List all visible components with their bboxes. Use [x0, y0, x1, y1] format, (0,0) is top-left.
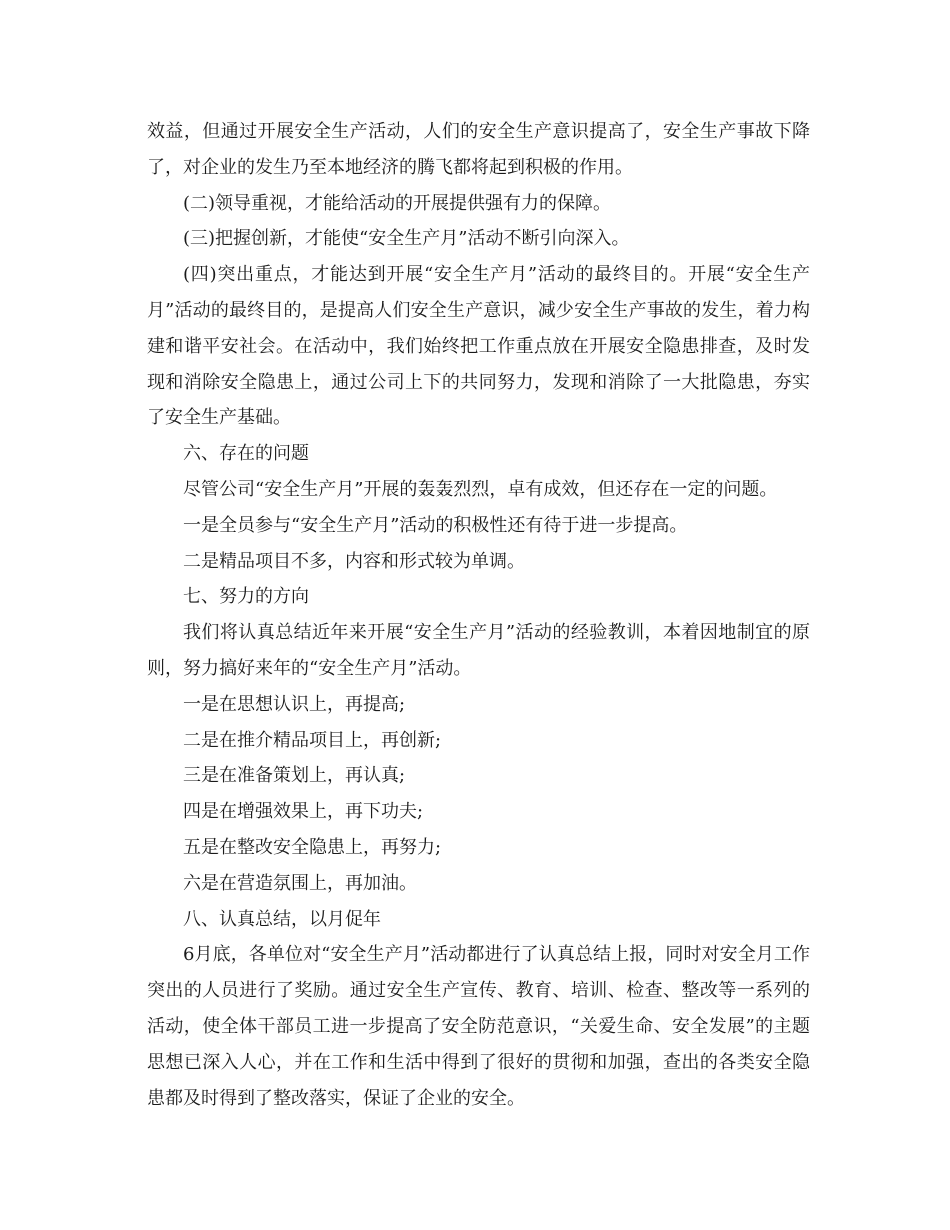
section-heading-8: 八、认真总结，以月促年 — [183, 908, 381, 930]
paragraph-6: 尽管公司“安全生产月”开展的轰轰烈烈，卓有成效，但还存在一定的问题。 — [183, 478, 778, 500]
paragraph-7: 一是全员参与“安全生产月”活动的积极性还有待于进一步提高。 — [183, 514, 688, 536]
paragraph-10: 我们将认真总结近年来开展“安全生产月”活动的经验教训，本着因地制宜的原则，努力搞好来年的“安全生产月”活动。 — [147, 622, 810, 679]
paragraph-4: (四)突出重点，才能达到开展“安全生产月”活动的最终目的。开展“安全生产月”活动的最终目的，是提高人们安全生产意识，减少安全生产事故的发生，着力构建和谐平安社会。在活动中，我们始终把工作重点放在开展安全隐患排查，及时发现和消除安全隐患上，通过公司上下的共同努力，发现和消除了一大批隐患，夯实了安全生产基础。 — [147, 264, 810, 429]
paragraph-3: (三)把握创新，才能使“安全生产月”活动不断引向深入。 — [183, 228, 630, 250]
list-item-3: 三是在准备策划上，再认真; — [183, 765, 406, 787]
list-item-1: 一是在思想认识上，再提高; — [183, 693, 406, 715]
paragraph-8: 二是精品项目不多，内容和形式较为单调。 — [183, 550, 525, 572]
section-heading-6: 六、存在的问题 — [183, 443, 309, 465]
paragraph-1: 效益，但通过开展安全生产活动，人们的安全生产意识提高了，安全生产事故下降了，对企业的发生乃至本地经济的腾飞都将起到积极的作用。 — [147, 121, 810, 178]
list-item-6: 六是在营造氛围上，再加油。 — [183, 872, 417, 894]
list-item-4: 四是在增强效果上，再下功夫; — [183, 801, 424, 823]
list-item-2: 二是在推介精品项目上，再创新; — [183, 729, 442, 751]
document-body — [147, 114, 810, 1116]
list-item-5: 五是在整改安全隐患上，再努力; — [183, 836, 442, 858]
paragraph-2: (二)领导重视，才能给活动的开展提供强有力的保障。 — [183, 192, 612, 214]
section-heading-7: 七、努力的方向 — [183, 586, 309, 608]
paragraph-18: 6月底，各单位对“安全生产月”活动都进行了认真总结上报，同时对安全月工作突出的人员进行了奖励。通过安全生产宣传、教育、培训、检查、整改等一系列的活动，使全体干部员工进一步提高了安全防范意识，“关爱生命、安全发展”的主题思想已深入人心，并在工作和生活中得到了很好的贯彻和加强，查出的各类安全隐患都及时得到了整改落实，保证了企业的安全。 — [147, 944, 810, 1109]
